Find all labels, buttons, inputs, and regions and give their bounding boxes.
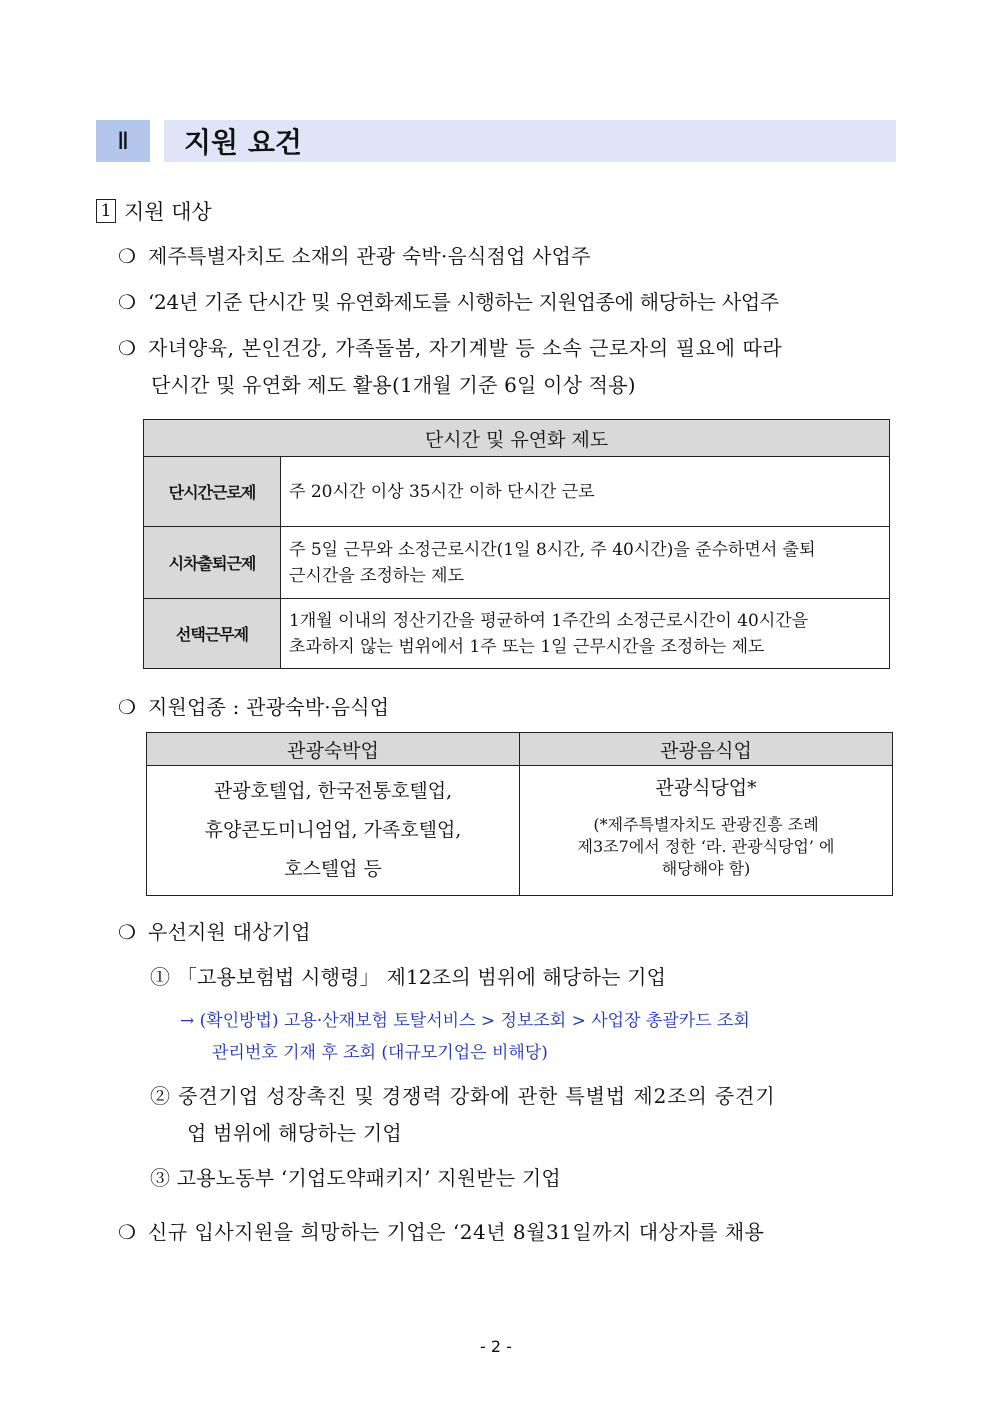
row-value	[281, 527, 890, 599]
bullet-icon: ❍	[118, 920, 137, 944]
circled-number-1: ①	[150, 965, 171, 989]
table-row	[144, 527, 890, 599]
row-label: 선택근무제	[144, 599, 281, 669]
priority-item-text: 중견기업 성장촉진 및 경쟁력 강화에 관한 특별법 제2조의 중견기	[178, 1084, 776, 1108]
bullet-item	[118, 332, 782, 361]
priority-item-1	[150, 961, 666, 990]
table-row	[144, 457, 890, 527]
bullet-icon: ❍	[118, 244, 137, 268]
subsection-heading	[96, 196, 212, 226]
bullet-text: 지원업종 : 관광숙박·음식업	[148, 695, 390, 719]
food-cell	[520, 766, 893, 896]
bullet-item	[118, 1216, 764, 1245]
arrow-right-icon: →	[180, 1011, 195, 1031]
bullet-icon: ❍	[118, 336, 137, 360]
subsection-number-box: 1	[96, 199, 116, 223]
food-note	[521, 814, 891, 880]
row-value	[281, 457, 890, 527]
page-number: - 2 -	[480, 1337, 512, 1356]
row-value	[281, 599, 890, 669]
bullet-item	[118, 691, 389, 720]
bullet-continuation: 단시간 및 유연화 제도 활용(1개월 기준 6일 이상 적용)	[151, 373, 636, 397]
lodging-line: 관광호텔업, 한국전통호텔업,	[213, 780, 453, 802]
lodging-line: 호스텔업 등	[284, 858, 382, 880]
row-value-line: 초과하지 않는 범위에서 1주 또는 1일 근무시간을 조정하는 제도	[289, 636, 765, 657]
row-value-line: 주 5일 근무와 소정근로시간(1일 8시간, 주 40시간)을 준수하면서 출퇴	[289, 539, 816, 560]
row-value-line: 1개월 이내의 정산기간을 평균하여 1주간의 소정근로시간이 40시간을	[289, 610, 809, 631]
food-main: 관광식당업*	[655, 777, 757, 799]
bullet-text: 신규 입사지원을 희망하는 기업은 ‘24년 8월31일까지 대상자를 채용	[148, 1220, 765, 1244]
bullet-icon: ❍	[118, 1220, 137, 1244]
priority-item-2-continuation: 업 범위에 해당하는 기업	[187, 1121, 402, 1145]
circled-number-2: ②	[150, 1084, 171, 1108]
lodging-line: 휴양콘도미니엄업, 가족호텔업,	[204, 819, 462, 841]
bullet-text: 제주특별자치도 소재의 관광 숙박·음식점업 사업주	[148, 244, 591, 268]
bullet-icon: ❍	[118, 290, 136, 314]
bullet-text: ‘24년 기준 단시간 및 유연화제도를 시행하는 지원업종에 해당하는 사업주	[148, 290, 779, 314]
row-value-line: 근시간을 조정하는 제도	[289, 565, 465, 586]
industry-table	[146, 732, 893, 896]
note-line: (확인방법) 고용·산재보험 토탈서비스 > 정보조회 > 사업장 총괄카드 조회	[199, 1011, 750, 1031]
bullet-item	[118, 916, 311, 945]
food-note-line: 제3조7에서 정한 ‘라. 관광식당업’ 에	[577, 837, 835, 856]
subsection-title: 지원 대상	[124, 200, 212, 224]
row-label: 시차출퇴근제	[144, 527, 281, 599]
bullet-icon: ❍	[118, 695, 137, 719]
column-header-food: 관광음식업	[520, 733, 893, 766]
column-header-lodging: 관광숙박업	[147, 733, 520, 766]
note-line: 관리번호 기재 후 조회 (대규모기업은 비해당)	[212, 1043, 548, 1063]
row-value-line: 주 20시간 이상 35시간 이하 단시간 근로	[289, 481, 595, 502]
circled-number-3: ③	[150, 1166, 171, 1190]
verification-note	[180, 1006, 750, 1031]
priority-item-text: 고용노동부 ‘기업도약패키지’ 지원받는 기업	[176, 1166, 561, 1190]
priority-item-3	[150, 1162, 561, 1191]
lodging-cell	[147, 766, 520, 896]
bullet-text: 우선지원 대상기업	[148, 920, 311, 944]
flexible-system-table	[143, 419, 890, 669]
table-row	[144, 599, 890, 669]
food-note-line: 해당해야 함)	[661, 859, 751, 878]
bullet-item	[118, 240, 591, 269]
priority-item-2	[150, 1080, 776, 1109]
priority-item-text: 「고용보험법 시행령」 제12조의 범위에 해당하는 기업	[176, 965, 667, 989]
bullet-text: 자녀양육, 본인건강, 가족돌봄, 자기계발 등 소속 근로자의 필요에 따라	[148, 336, 783, 360]
row-label: 단시간근로제	[144, 457, 281, 527]
food-note-line: (*제주특별자치도 관광진흥 조례	[593, 815, 819, 834]
bullet-item	[118, 286, 779, 315]
section-number: Ⅱ	[96, 120, 150, 162]
section-title: 지원 요건	[164, 120, 896, 162]
table-header: 단시간 및 유연화 제도	[144, 420, 890, 457]
